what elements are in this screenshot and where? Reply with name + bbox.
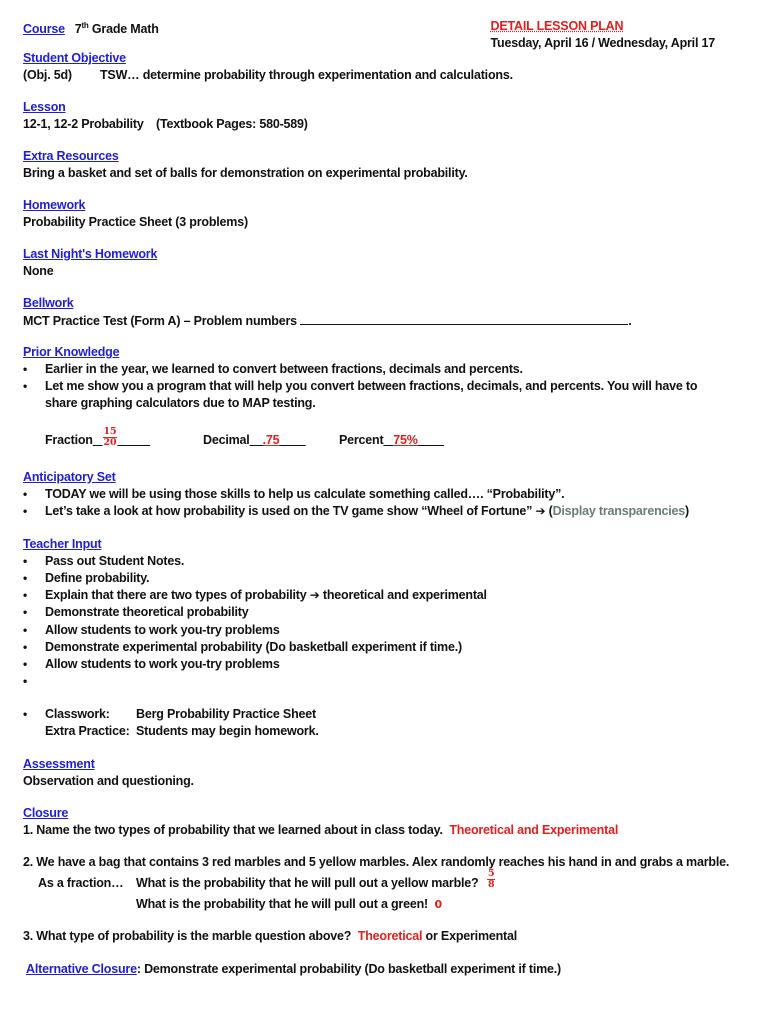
arrow-right-icon: ➔ — [309, 588, 320, 602]
grade-number: 7 — [74, 22, 82, 37]
closure-heading: Closure — [23, 806, 69, 820]
assessment-heading: Assessment — [23, 757, 95, 771]
alternative-closure — [26, 961, 561, 978]
objective-text: TSW… determine probability through experimentation and calculations. — [100, 68, 513, 82]
lesson-heading: Lesson — [23, 100, 66, 114]
detail-header — [491, 18, 715, 52]
grade-superscript: th — [81, 21, 89, 30]
fraction-label: Fraction — [45, 433, 93, 447]
bellwork-line — [23, 312, 631, 330]
display-transparencies-text: Display transparencies — [552, 504, 686, 518]
bullet-icon: • — [23, 504, 28, 518]
closure-answer-1: Theoretical and Experimental — [449, 823, 619, 837]
bullet-icon: • — [23, 605, 28, 619]
percent-group — [339, 432, 444, 449]
percent-label: Percent — [339, 433, 384, 447]
yellow-marble-answer: $\frac{5}{8}$ — [488, 868, 495, 890]
course-heading: Course — [23, 22, 65, 37]
bullet-icon: • — [23, 362, 28, 376]
anticipatory-heading: Anticipatory Set — [23, 470, 116, 484]
closure-question-1: 1. Name the two types of probability that we learned about in class today. Theoretical and Experimental — [23, 823, 619, 837]
closure-question-2b: What is the probability that he will pull out a green! 0 — [136, 897, 443, 911]
bullet-icon: • — [23, 640, 28, 654]
bullet-icon: • — [23, 657, 28, 671]
last-homework-text: None — [23, 264, 54, 278]
percent-value: 75% — [393, 433, 418, 447]
prior-bullet-2: • Let me show you a program that will help you convert between fractions, decimals, and percents. You will have to share graphing calculators due to MAP testing. — [23, 379, 698, 410]
objective-heading: Student Objective — [23, 51, 126, 65]
alternative-closure-text: : Demonstrate experimental probability (Do basketball experiment if time.) — [136, 962, 562, 976]
decimal-label: Decimal — [203, 433, 250, 447]
yellow-marble-question: What is the probability that he will pull out a yellow marble? — [136, 876, 479, 890]
bellwork-heading: Bellwork — [23, 296, 74, 310]
lesson-dates: Tuesday, April 16 / Wednesday, April 17 — [490, 36, 715, 50]
objective-code: (Obj. 5d) — [23, 68, 72, 82]
bullet-icon: • — [23, 588, 28, 602]
problem-numbers-blank — [300, 312, 628, 325]
objective-line — [23, 67, 513, 84]
as-fraction-label: As a fraction… — [38, 876, 124, 890]
assessment-text: Observation and questioning. — [23, 774, 194, 788]
extra-practice-label: Extra Practice: — [45, 724, 130, 738]
bullet-icon: • — [23, 623, 28, 637]
bullet-icon: • — [23, 674, 28, 688]
classwork-label: Classwork: — [45, 707, 110, 721]
fraction-value: $\frac{15}{20}$ — [103, 426, 117, 449]
bullet-icon: • — [23, 571, 28, 585]
prior-knowledge-heading: Prior Knowledge — [23, 345, 120, 359]
lesson-topic: 12-1, 12-2 Probability — [23, 117, 144, 131]
closure-question-2a — [38, 868, 495, 892]
homework-heading: Homework — [23, 198, 86, 212]
grade-text: Grade Math — [88, 22, 159, 37]
bellwork-text: MCT Practice Test (Form A) – Problem numbers — [23, 314, 297, 328]
last-homework-heading: Last Night's Homework — [23, 247, 158, 261]
detail-lesson-plan-title: DETAIL LESSON PLAN — [490, 19, 624, 33]
classwork-text: Berg Probability Practice Sheet — [136, 707, 316, 721]
bullet-icon: • — [23, 554, 28, 568]
green-marble-answer: 0 — [434, 898, 443, 911]
closure-answer-3: Theoretical — [357, 929, 423, 943]
bellwork-end: . — [628, 314, 632, 328]
extra-resources-heading: Extra Resources — [23, 149, 119, 163]
course-line — [23, 17, 159, 38]
conversion-row — [45, 426, 505, 449]
closure-question-2: 2. We have a bag that contains 3 red marbles and 5 yellow marbles. Alex randomly reaches his hand in and grabs a marble. — [23, 855, 730, 869]
extra-practice-text: Students may begin homework. — [136, 724, 319, 738]
bullet-icon: • — [23, 487, 28, 501]
extra-resources-text: Bring a basket and set of balls for demonstration on experimental probability. — [23, 166, 468, 180]
decimal-group — [203, 432, 306, 449]
lesson-pages: (Textbook Pages: 580-589) — [156, 117, 308, 131]
closure-question-3: 3. What type of probability is the marble question above? Theoretical or Experimental — [23, 929, 518, 943]
bullet-icon: • — [23, 707, 28, 721]
teacher-input-heading: Teacher Input — [23, 537, 102, 551]
alternative-closure-heading: Alternative Closure — [26, 962, 137, 976]
bullet-icon: • — [23, 379, 28, 393]
lesson-line — [23, 116, 308, 133]
homework-text: Probability Practice Sheet (3 problems) — [23, 215, 248, 229]
arrow-right-icon: ➔ — [535, 504, 546, 518]
decimal-value: .75 — [262, 433, 280, 447]
